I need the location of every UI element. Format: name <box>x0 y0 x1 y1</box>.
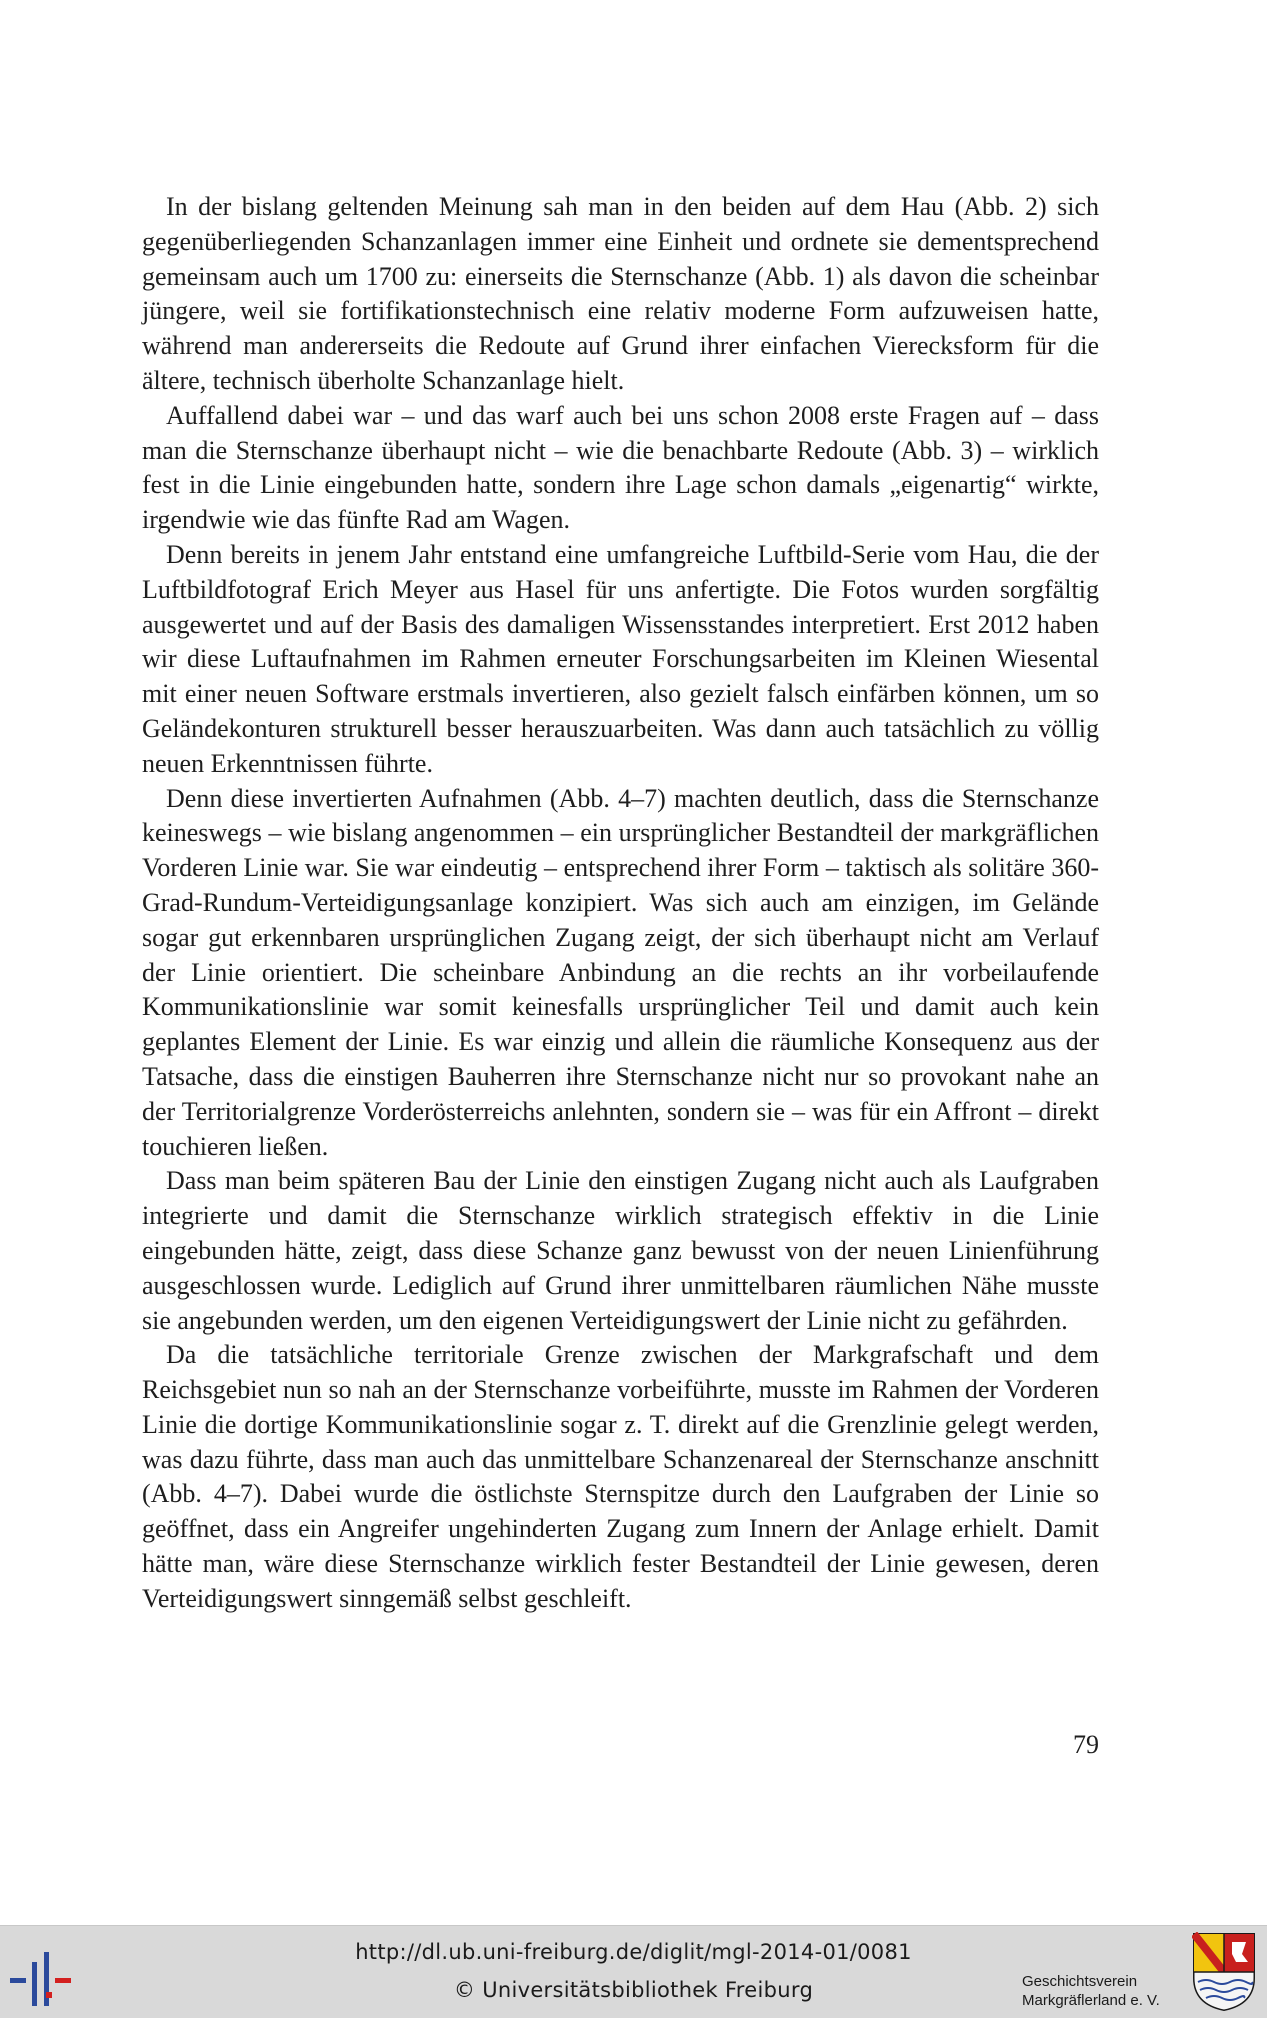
viewer-footer <box>0 1925 1267 2018</box>
paragraph-6: Da die tatsächliche territoriale Grenze zwischen der Markgrafschaft und dem Reichsgebiet nun so nah an der Sternschanze vorbeiführte, musste im Rahmen der Vorderen Linie die dortige Kommunikationslinie sogar z. T. direkt auf die Grenzlinie gelegt werden, was dazu führte, dass man auch das unmittelbare Schanzenareal der Sternschanze anschnitt (Abb. 4–7). Dabei wurde die östlichste Sternspitze durch den Laufgraben der Linie so geöffnet, dass ein Angreifer ungehinderten Zugang zum Innern der Anlage erhielt. Damit hätte man, wäre diese Sternschanze wirklich fester Bestandteil der Linie gewesen, deren Verteidigungswert sinngemäß selbst geschleift. <box>142 1340 1099 1613</box>
copyright-notice: © Universitätsbibliothek Freiburg <box>453 1978 814 2002</box>
page-number: 79 <box>1073 1730 1099 1759</box>
document-url[interactable]: http://dl.ub.uni-freiburg.de/diglit/mgl-2014-01/0081 <box>355 1940 912 1964</box>
society-line-1: Geschichtsverein <box>1022 1973 1138 1990</box>
paragraph-1: In der bislang geltenden Meinung sah man in den beiden auf dem Hau (Abb. 2) sich gegenüberliegenden Schanzanlagen immer eine Einheit und ordnete sie dementsprechend gemeinsam auch um 1700 zu: einerseits die Sternschanze (Abb. 1) als davon die scheinbar jüngere, weil sie fortifikationstechnisch eine relativ moderne Form aufzuweisen hatte, während man andererseits die Redoute auf Grund ihrer einfachen Vierecksform für die ältere, technisch überholte Schanzanlage hielt. <box>142 192 1099 395</box>
paragraph-3: Denn bereits in jenem Jahr entstand eine umfangreiche Luftbild-Serie vom Hau, die der Luftbildfotograf Erich Meyer aus Hasel für uns anfertigte. Die Fotos wurden sorgfältig ausgewertet und auf der Basis des damaligen Wissensstandes interpretiert. Erst 2012 haben wir diese Luftaufnahmen im Rahmen erneuter Forschungsarbeiten im Kleinen Wiesental mit einer neuen Software erstmals invertieren, also gezielt falsch einfärben können, um so Geländekonturen strukturell besser herauszuarbeiten. Was dann auch tatsächlich zu völlig neuen Erkenntnissen führte. <box>142 539 1099 778</box>
paragraph-4: Denn diese invertierten Aufnahmen (Abb. 4–7) machten deutlich, dass die Sternschanze keineswegs – wie bislang angenommen – ein ursprünglicher Bestandteil der markgräflichen Vorderen Linie war. Sie war eindeutig – entsprechend ihrer Form – taktisch als solitäre 360-Grad-Rundum-Verteidigungsanlage konzipiert. Was sich auch am einzigen, im Gelände sogar gut erkennbaren ursprünglichen Zugang zeigt, der sich überhaupt nicht am Verlauf der Linie orientiert. Die scheinbare Anbindung an die rechts an ihr vorbeilaufende Kommunikationslinie war somit keinesfalls ursprünglicher Teil und damit auch kein geplantes Element der Linie. Es war einzig und allein die räumliche Konsequenz aus der Tatsache, dass die einstigen Bauherren ihre Sternschanze nicht nur so provokant nahe an der Territorialgrenze Vorderösterreichs anlehnten, sondern sie – was für ein Affront – direkt touchieren ließen. <box>142 783 1099 1161</box>
coat-of-arms-icon <box>1192 1932 1256 2012</box>
society-line-2: Markgräflerland e. V. <box>1022 1992 1160 2009</box>
paragraph-2: Auffallend dabei war – und das warf auch bei uns schon 2008 erste Fragen auf – dass man die Sternschanze überhaupt nicht – wie die benachbarte Redoute (Abb. 3) – wirklich fest in die Linie eingebunden hatte, sondern ihre Lage schon damals „eigenartig“ wirkte, irgendwie wie das fünfte Rad am Wagen. <box>142 400 1099 535</box>
paragraph-5: Dass man beim späteren Bau der Linie den einstigen Zugang nicht auch als Laufgraben integrierte und damit die Sternschanze wirklich strategisch effektiv in die Linie eingebunden hätte, zeigt, dass diese Schanze ganz bewusst von der neuen Linienführung ausgeschlossen wurde. Lediglich auf Grund ihrer unmittelbaren räumlichen Nähe musste sie angebunden werden, um den eigenen Verteidigungswert der Linie nicht zu gefährden. <box>142 1166 1099 1335</box>
body-text <box>142 190 1099 1617</box>
society-name <box>1022 1972 1160 2010</box>
